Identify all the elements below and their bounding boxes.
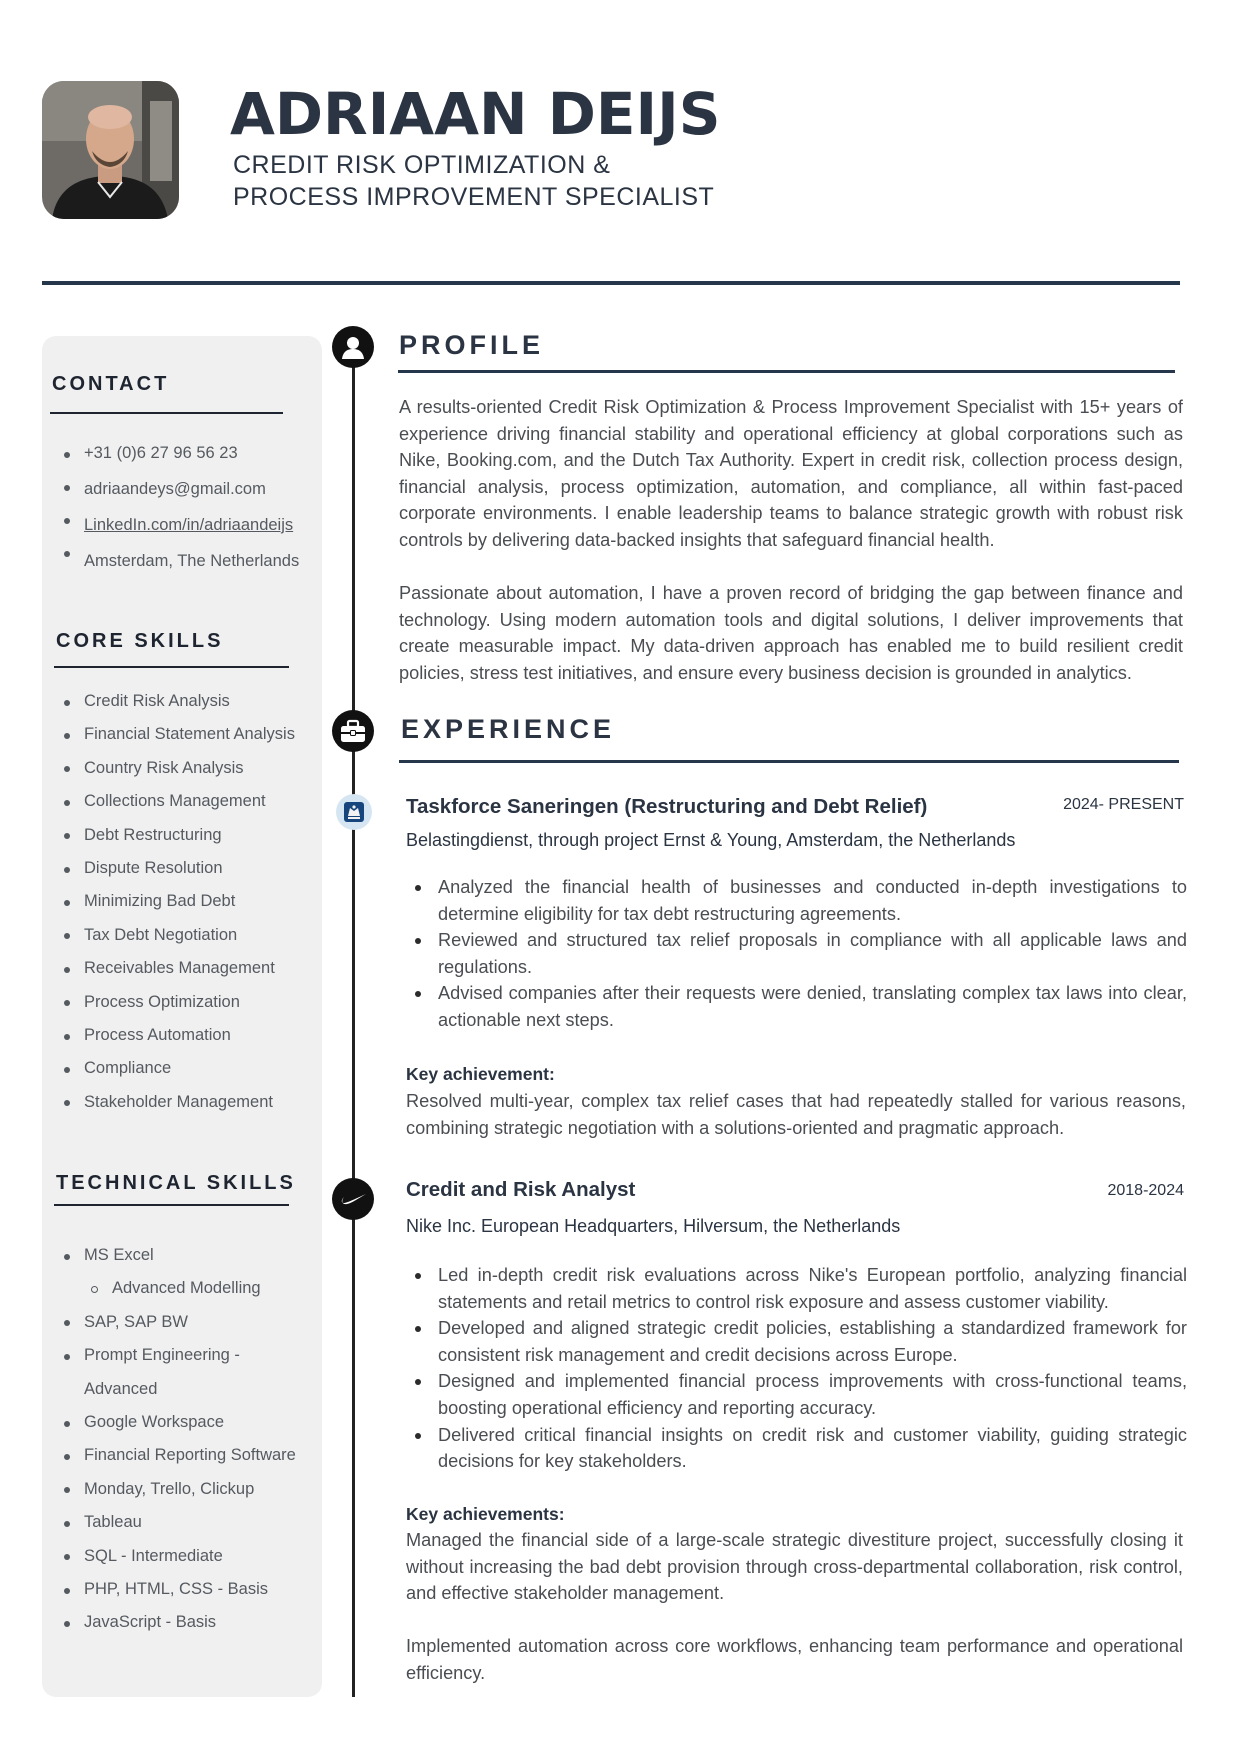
profile-paragraph-2: Passionate about automation, I have a proven record of bridging the gap between finance and technology. Using modern automation tools and digital solutions, I deliver improvements that create measurable impact. My data-driven approach has enabled me to build resilient credit policies, stress test initiatives, and ensure every business decision is grounded in analytics. [399,583,1183,683]
job-bullet: Analyzed the financial health of businesses and conducted in-depth investigations to determine eligibility for tax debt restructuring agreements. [407,874,1187,927]
job-bullet: Designed and implemented financial process improvements with cross-functional teams, boosting operational efficiency and reporting accuracy. [407,1368,1187,1421]
contact-email[interactable]: adriaandeys@gmail.com [42,471,322,504]
job-1-achievement-heading: Key achievement: [406,1064,555,1084]
technical-skills-list [42,1240,322,1641]
job-2-date: 2018-2024 [1107,1182,1184,1199]
job-bullet: Developed and aligned strategic credit policies, establishing a standardized framework for consistent risk management and credit decisions across Europe. [407,1315,1187,1368]
profile-paragraph-1: A results-oriented Credit Risk Optimization & Process Improvement Specialist with 15+ years of experience driving financial stability and operational efficiency at global corporations such as Nike, Booking.com, and the Dutch Tax Authority. Expert in credit risk, collection process design, financial analysis, process optimization, automation, and compliance, all within fast-paced corporate environments. I enable leadership teams to balance strategic growth with robust risk controls by delivering data-backed insights that safeguard financial health. [399,397,1183,550]
job-2-organization: Nike Inc. European Headquarters, Hilversum, the Netherlands [406,1216,901,1236]
skill-item: Debt Restructuring [42,820,322,853]
job-2-title: Credit and Risk Analyst [406,1178,636,1201]
job-title-line-1: CREDIT RISK OPTIMIZATION & [233,151,611,179]
candidate-name: ADRIAAN DEIJS [230,80,721,148]
job-2-achievement-text-2: Implemented automation across core workflows, enhancing team performance and operational efficiency. [406,1636,1183,1683]
contact-phone: +31 (0)6 27 96 56 23 [42,438,322,471]
skill-item: Stakeholder Management [42,1087,322,1120]
job-bullet: Led in-depth credit risk evaluations across Nike's European portfolio, analyzing financial statements and retail metrics to control risk exposure and assess customer viability. [407,1262,1187,1315]
profile-divider [398,370,1175,373]
nike-swoosh-icon [332,1178,374,1220]
tech-skill-item: PHP, HTML, CSS - Basis [42,1574,322,1607]
skill-item: Receivables Management [42,953,322,986]
job-1-achievement-text: Resolved multi-year, complex tax relief cases that had repeatedly stalled for various reasons, combining strategic negotiation with a solutions-oriented and pragmatic approach. [406,1091,1186,1138]
skill-item: Credit Risk Analysis [42,686,322,719]
skill-item: Dispute Resolution [42,853,322,886]
skill-item: Process Automation [42,1020,322,1053]
job-bullet: Delivered critical financial insights on credit risk and customer viability, guiding strategic decisions for key stakeholders. [407,1422,1187,1475]
tech-skill-item: SQL - Intermediate [42,1541,322,1574]
briefcase-icon [332,710,374,752]
header-divider [42,281,1180,285]
skill-item: Collections Management [42,786,322,819]
tech-skill-item: MS Excel [42,1240,322,1273]
profile-heading: PROFILE [399,330,545,360]
tech-skill-item: Tableau [42,1507,322,1540]
belastingdienst-logo-icon [336,794,372,830]
tech-skill-item: Financial Reporting Software [42,1440,322,1473]
tech-skill-item: Prompt Engineering - [42,1340,322,1373]
skill-item: Country Risk Analysis [42,753,322,786]
contact-linkedin-item[interactable] [42,504,322,537]
job-1-organization: Belastingdienst, through project Ernst & Young, Amsterdam, the Netherlands [406,830,1016,850]
contact-location: Amsterdam, The Netherlands [42,537,322,570]
skill-item: Financial Statement Analysis [42,719,322,752]
contact-list [42,438,322,570]
tech-skill-item: Google Workspace [42,1407,322,1440]
contact-divider [50,412,283,414]
tech-skill-item: SAP, SAP BW [42,1307,322,1340]
skill-item: Tax Debt Negotiation [42,920,322,953]
person-icon [332,326,374,368]
job-bullet: Reviewed and structured tax relief proposals in compliance with all applicable laws and regulations. [407,927,1187,980]
skill-item: Compliance [42,1053,322,1086]
job-2-bullets [407,1262,1187,1475]
core-skills-heading: CORE SKILLS [56,630,224,652]
linkedin-link[interactable]: LinkedIn.com/in/adriaandeijs [84,516,294,534]
job-1-title: Taskforce Saneringen (Restructuring and Debt Relief) [406,795,928,818]
tech-skill-item: JavaScript - Basis [42,1607,322,1640]
skill-item: Minimizing Bad Debt [42,886,322,919]
job-title-line-2: PROCESS IMPROVEMENT SPECIALIST [233,183,715,211]
job-bullet: Advised companies after their requests were denied, translating complex tax laws into clear, actionable next steps. [407,980,1187,1033]
core-skills-list [42,686,322,1120]
avatar [42,81,179,219]
core-skills-divider [54,666,289,668]
contact-heading: CONTACT [52,373,170,395]
job-2-achievement-text-1: Managed the financial side of a large-scale strategic divestiture project, successfully closing it without increasing the bad debt provision through cross-departmental collaboration, risk control, and effective stakeholder management. [406,1530,1183,1604]
tech-skill-subitem: Advanced Modelling [42,1273,322,1306]
job-2-achievement-heading: Key achievements: [406,1504,565,1524]
experience-heading: EXPERIENCE [401,714,616,744]
tech-skill-item-continued: Advanced [84,1379,158,1398]
tech-skill-item: Monday, Trello, Clickup [42,1474,322,1507]
job-1-bullets [407,874,1187,1034]
skill-item: Process Optimization [42,987,322,1020]
technical-skills-heading: TECHNICAL SKILLS [56,1172,296,1194]
technical-skills-divider [54,1204,289,1206]
timeline-line [352,350,355,1697]
job-1-date: 2024- PRESENT [1063,796,1184,813]
experience-divider [399,760,1179,763]
